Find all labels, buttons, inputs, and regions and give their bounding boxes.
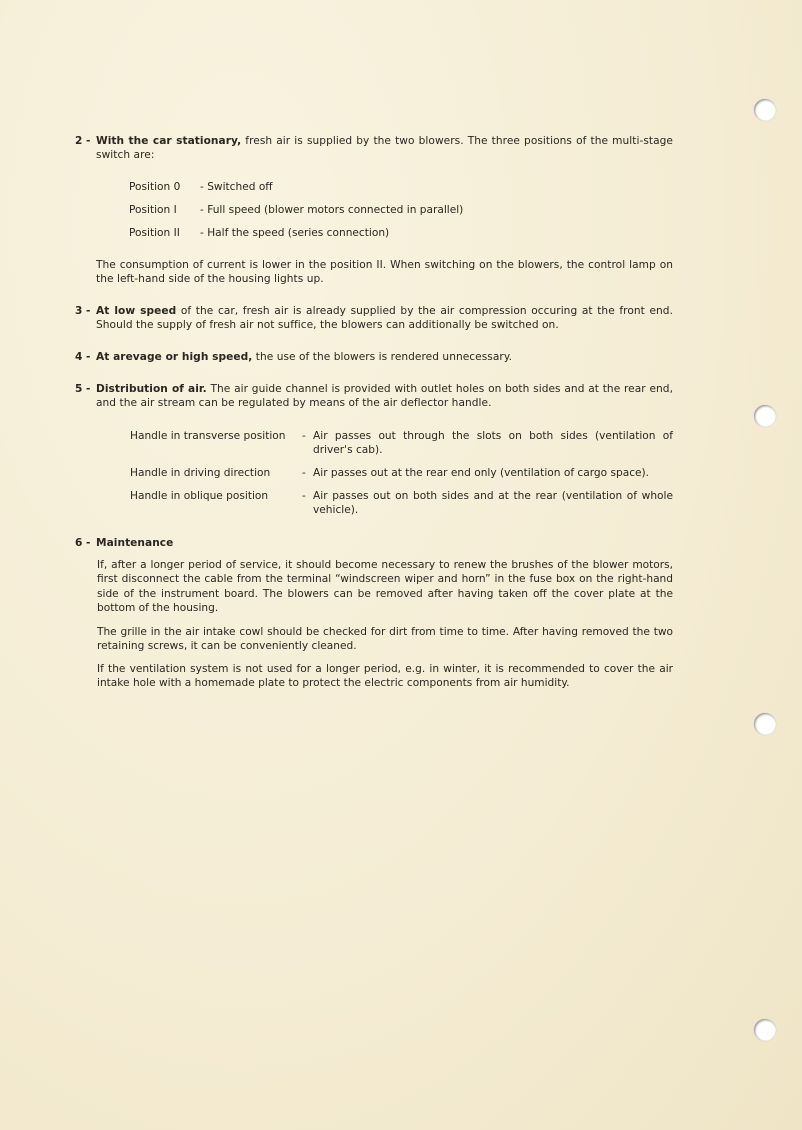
section-heading: Maintenance [96, 537, 174, 549]
position-desc: - Half the speed (series connection) [200, 227, 390, 239]
item-paragraph [96, 350, 673, 364]
item-number: 2 - [75, 135, 91, 147]
handle-label: Handle in transverse position [130, 430, 286, 442]
item-heading: Distribution of air. [96, 383, 207, 395]
handle-dash: - [302, 490, 306, 502]
position-label: Position II [129, 227, 180, 239]
item-number: 3 - [75, 305, 91, 317]
item-heading: At low speed [96, 305, 177, 317]
position-label: Position 0 [129, 181, 181, 193]
maintenance-paragraph: If, after a longer period of service, it should become necessary to renew the brushes of the blower motors, first disconnect the cable from the terminal “windscreen wiper and horn” in the fuse box on the right-hand side of the instrument board. The blowers can be removed after having taken off the cover plate at the bottom of the housing. [97, 559, 673, 615]
item-text: the use of the blowers is rendered unnecessary. [252, 351, 513, 363]
item-number: 6 - [75, 537, 91, 549]
handle-label: Handle in oblique position [130, 490, 269, 502]
item-paragraph [96, 134, 673, 163]
punch-hole [754, 1019, 776, 1041]
handle-dash: - [302, 467, 306, 479]
item-text: of the car, fresh air is already supplied by the air compression occuring at the front end. Should the supply of fresh air not suffice, the blowers can additionally be switched on. [96, 305, 673, 332]
position-desc: - Full speed (blower motors connected in parallel) [200, 204, 464, 216]
item-heading: At arevage or high speed, [96, 351, 253, 363]
item-number: 5 - [75, 383, 91, 395]
punch-hole [754, 99, 776, 121]
maintenance-paragraph: If the ventilation system is not used for a longer period, e.g. in winter, it is recommended to cover the air intake hole with a homemade plate to protect the electric components from air humidity. [97, 663, 673, 690]
item-paragraph [96, 382, 673, 411]
handle-desc: Air passes out on both sides and at the rear (ventilation of whole vehicle). [313, 490, 673, 517]
position-label: Position I [129, 204, 177, 216]
item-number: 4 - [75, 351, 91, 363]
maintenance-paragraph: The grille in the air intake cowl should be checked for dirt from time to time. After having removed the two retaining screws, it can be conveniently cleaned. [97, 626, 673, 653]
punch-hole [754, 713, 776, 735]
item-heading: With the car stationary, [96, 135, 242, 147]
item-note: The consumption of current is lower in the position II. When switching on the blowers, the control lamp on the left-hand side of the housing lights up. [96, 259, 673, 286]
handle-label: Handle in driving direction [130, 467, 271, 479]
item-text: fresh air is supplied by the two blowers. The three positions of the multi-stage switch are: [96, 135, 673, 162]
position-desc: - Switched off [200, 181, 273, 193]
punch-hole [754, 405, 776, 427]
item-text: The air guide channel is provided with outlet holes on both sides and at the rear end, and the air stream can be regulated by means of the air deflector handle. [96, 383, 673, 410]
handle-desc: Air passes out through the slots on both sides (ventilation of driver's cab). [313, 430, 673, 457]
item-paragraph [96, 304, 673, 333]
handle-desc: Air passes out at the rear end only (ventilation of cargo space). [313, 467, 650, 479]
handle-dash: - [302, 430, 306, 442]
